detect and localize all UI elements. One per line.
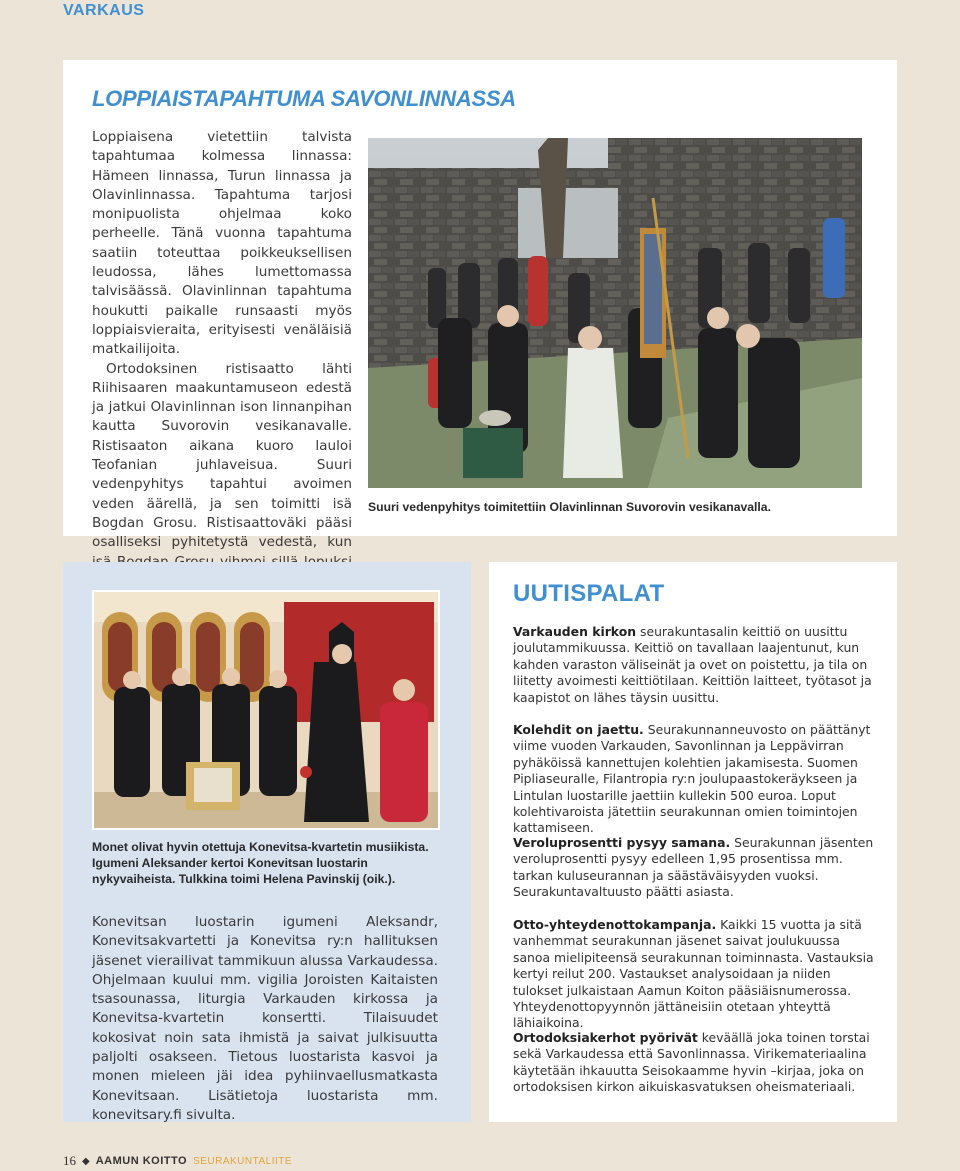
page-number: 16 xyxy=(63,1153,76,1168)
news-item-text: Seurakunnanneuvosto on päättänyt viime vuoden Varkauden, Savonlinnan ja Leppävirran pyhäköissä kannettujen kolehtien jakamisesta. Suomen Pipliaseuralle, Filantropia ry:n joulupaastokeräykseen ja Lintulan luostarille jaettiin kullekin 500 euroa. Loput kolehtivaroista jätettiin seurakunnan omien toimintojen kattamiseen. xyxy=(513,722,871,836)
konevitsa-photo-caption: Monet olivat hyvin otettuja Konevitsa-kvartetin musiikista. Igumeni Aleksander kertoi Konevitsan luostarin nykyvaiheista. Tulkkina toimi Helena Pavinskij (oik.). xyxy=(92,840,429,886)
article-title: LOPPIAISTAPAHTUMA SAVONLINNASSA xyxy=(92,86,516,111)
konevitsa-photo xyxy=(92,590,440,830)
news-item xyxy=(513,722,875,837)
article-paragraph-2: Ortodoksinen ristisaatto lähti Riihisaaren maakuntamuseon edestä ja jatkui Olavinlinnan ison linnanpihan kautta Suvorovin vesikanavalle. Ristisaaton aikana kuoro lauloi Teofanian juhlaveisua. Suuri vedenpyhitys tapahtui avoimen veden äärellä, ja sen toimitti isä Bogdan Grosu. Ristisaattoväki pääsi osalliseksi pyhitetystä vedestä, kun xyxy=(92,360,352,551)
news-item-lead: Varkauden kirkon xyxy=(513,624,637,639)
procession-photo-caption: Suuri vedenpyhitys toimitettiin Olavinlinnan Suvorovin vesikanavalla. xyxy=(368,500,771,514)
konevitsa-text: Konevitsan luostarin igumeni Aleksandr, Konevitsakvartetti ja Konevitsa ry:n hallituksen jäsenet vierailivat tammikuun alussa Varkaudessa. Ohjelmaan kuului mm. vigilia Joroisten Kaitaisten tsasounassa, liturgia Varkauden kirkossa ja Konevitsa-kvartetin konsertti. Tilaisuudet kokosivat noin sata ihmistä ja saivat julkisuutta paljolti osakseen. Tietous luostarista kasvoi ja monen mieleen jäi idea pyhiinvaellusmatkasta Konevitsaan. Lisätietoja luostarista mm. konevitsary.fi sivulta. xyxy=(92,914,438,1123)
section-label: VARKAUS xyxy=(63,2,145,19)
news-title: UUTISPALAT xyxy=(513,580,665,607)
news-item-text: Seurakunnan jäsenten veroluprosentti pysyy edelleen 1,95 prosentissa mm. tarkan kuluseurannan ja säästäväisyyden vuoksi. Seurakuntavaltuusto päätti asiasta. xyxy=(513,835,874,900)
procession-photo-illustration xyxy=(368,138,862,488)
news-item-lead: Ortodoksiakerhot pyörivät xyxy=(513,1030,698,1045)
konevitsa-photo-illustration xyxy=(94,592,438,828)
news-item xyxy=(513,624,875,706)
news-item xyxy=(513,1030,875,1096)
news-item-lead: Veroluprosentti pysyy samana. xyxy=(513,835,731,850)
article-body xyxy=(92,128,352,591)
publication-brand: AAMUN KOITTO xyxy=(95,1155,188,1167)
news-item-text: Kaikki 15 vuotta ja sitä vanhemmat seurakunnan jäsenet saivat joulukuussa sanoa mielipiteensä seurakunnan toiminnasta. Vastauksia kertyi reilut 200. Vastaukset analysoidaan ja niiden tulokset julkaistaan Aamun Koiton pääsiäisnumerossa. Yhteydenottopyynnön jättäneisiin otetaan yhteyttä lähiaikoina. xyxy=(513,917,874,1031)
supplement-label: SEURAKUNTALIITE xyxy=(193,1155,293,1167)
page-footer xyxy=(63,1153,292,1169)
news-item-text: keväällä joka toinen torstai sekä Varkaudessa että Savonlinnassa. Virikemateriaalina käytetään ihkauutta Seisokaamme hyvin –kirjaa, joka on ortodoksisen kirkon aikuiskasvatuksen oheismateriaali. xyxy=(513,1030,870,1095)
article-paragraph-1: Loppiaisena vietettiin talvista tapahtumaa kolmessa linnassa: Hämeen linnassa, Turun linnassa ja Olavinlinnassa. Tapahtuma tarjosi monipuolista ohjelmaa koko perheelle. Tänä vuonna tapahtuma saatiin toteuttaa poikkeuksellisen leudossa, lähes lumettomassa talvisäässä. Olavinlinnan tapahtuma houkutti paikalle runsaasti myös loppiaisvieraita, erityisesti venäläisiä matkailijoita. xyxy=(92,129,352,358)
procession-photo xyxy=(368,138,862,488)
news-item-text: seurakuntasalin keittiö on uusittu joulutammikuussa. Keittiö on tavallaan laajentunut, kun kahden varaston väliseinät ja ovet on poistettu, ja tila on liitetty avoimesti keittiötilaan. Keittiön laitteet, työtasot ja kaapistot on lähes täysin uusittu. xyxy=(513,624,872,705)
news-item-lead: Otto-yhteydenottokampanja. xyxy=(513,917,717,932)
news-item xyxy=(513,835,875,901)
news-item-lead: Kolehdit on jaettu. xyxy=(513,722,644,737)
diamond-icon: ◆ xyxy=(82,1155,90,1167)
news-item xyxy=(513,917,875,1032)
